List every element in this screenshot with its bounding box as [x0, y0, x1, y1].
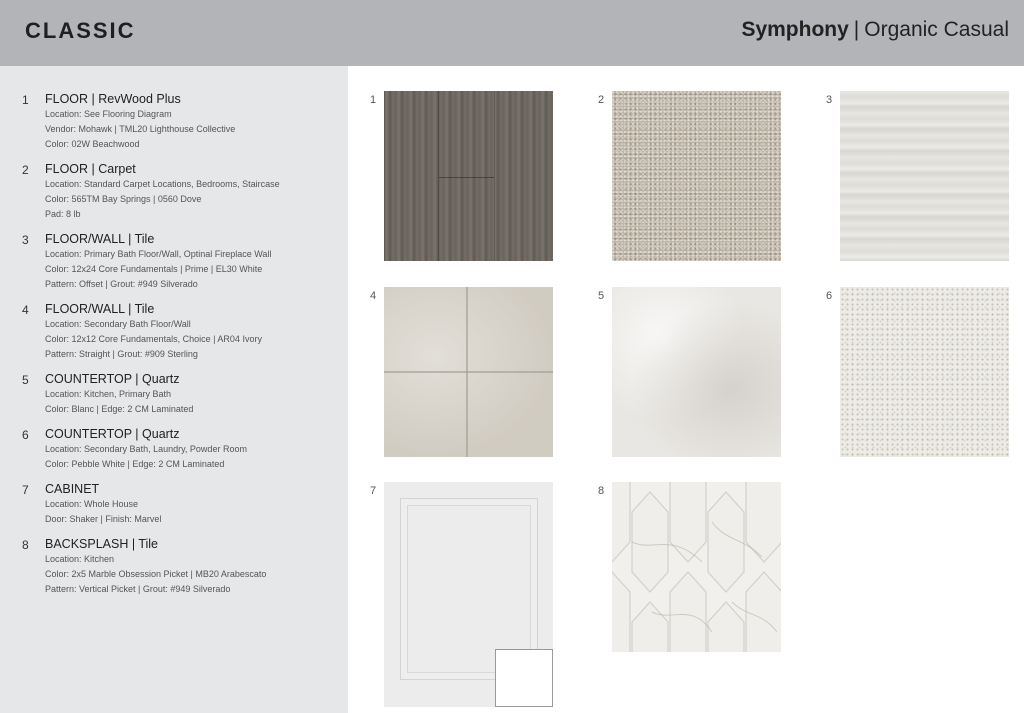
swatch-wood-floor [384, 91, 553, 261]
spec-detail: Pattern: Vertical Picket | Grout: #949 Silverado [45, 584, 231, 594]
plank-seam [439, 177, 494, 178]
spec-number: 3 [22, 233, 29, 247]
spec-title: FLOOR/WALL | Tile [45, 232, 155, 246]
spec-detail: Color: 12x24 Core Fundamentals | Prime | EL30 White [45, 264, 263, 274]
spec-detail: Door: Shaker | Finish: Marvel [45, 514, 162, 524]
spec-item-8 [22, 537, 342, 597]
spec-number: 5 [22, 373, 29, 387]
finish-chip [495, 649, 553, 707]
spec-title: FLOOR | Carpet [45, 162, 136, 176]
header-bar [0, 0, 1024, 66]
spec-item-7 [22, 482, 342, 527]
spec-item-1 [22, 92, 342, 152]
swatch-number: 5 [598, 290, 605, 302]
spec-title: FLOOR/WALL | Tile [45, 302, 155, 316]
swatch-number: 1 [370, 94, 377, 106]
spec-number: 4 [22, 303, 29, 317]
spec-number: 8 [22, 538, 29, 552]
spec-detail: Color: Pebble White | Edge: 2 CM Laminated [45, 459, 225, 469]
swatch-number: 6 [826, 290, 833, 302]
spec-detail: Pad: 8 lb [45, 209, 81, 219]
spec-title: COUNTERTOP | Quartz [45, 372, 180, 386]
spec-detail: Color: 02W Beachwood [45, 139, 140, 149]
spec-detail: Color: Blanc | Edge: 2 CM Laminated [45, 404, 194, 414]
spec-detail: Color: 12x12 Core Fundamentals, Choice | AR04 Ivory [45, 334, 262, 344]
swatch-number: 3 [826, 94, 833, 106]
spec-title: CABINET [45, 482, 100, 496]
spec-title: BACKSPLASH | Tile [45, 537, 159, 551]
spec-detail: Location: Secondary Bath Floor/Wall [45, 319, 191, 329]
spec-item-6 [22, 427, 342, 472]
spec-detail: Pattern: Straight | Grout: #909 Sterling [45, 349, 198, 359]
spec-detail: Color: 2x5 Marble Obsession Picket | MB20 Arabescato [45, 569, 267, 579]
collection-style: Organic Casual [864, 18, 1009, 41]
spec-detail: Location: Kitchen, Primary Bath [45, 389, 172, 399]
spec-sidebar [0, 66, 348, 713]
swatch-tile-ivory [384, 287, 553, 457]
collection-title [741, 18, 1009, 42]
spec-detail: Location: Secondary Bath, Laundry, Powder Room [45, 444, 247, 454]
swatch-backsplash [612, 482, 781, 652]
spec-title: FLOOR | RevWood Plus [45, 92, 181, 106]
swatch-number: 8 [598, 485, 605, 497]
spec-item-3 [22, 232, 342, 292]
swatch-cabinet [384, 482, 553, 707]
spec-number: 2 [22, 163, 29, 177]
title-separator: | [853, 18, 860, 41]
swatch-number: 4 [370, 290, 377, 302]
spec-detail: Location: See Flooring Diagram [45, 109, 172, 119]
picket-pattern [612, 482, 781, 652]
spec-detail: Location: Standard Carpet Locations, Bedrooms, Staircase [45, 179, 280, 189]
spec-detail: Vendor: Mohawk | TML20 Lighthouse Collective [45, 124, 236, 134]
spec-detail: Location: Kitchen [45, 554, 115, 564]
spec-title: COUNTERTOP | Quartz [45, 427, 180, 441]
spec-detail: Location: Primary Bath Floor/Wall, Optinal Fireplace Wall [45, 249, 272, 259]
collection-name: Symphony [741, 18, 849, 41]
spec-number: 7 [22, 483, 29, 497]
spec-item-4 [22, 302, 342, 362]
spec-detail: Color: 565TM Bay Springs | 0560 Dove [45, 194, 202, 204]
swatch-quartz-blanc [612, 287, 781, 457]
spec-item-5 [22, 372, 342, 417]
swatch-number: 7 [370, 485, 377, 497]
spec-number: 1 [22, 93, 29, 107]
brand-title: CLASSIC [25, 18, 136, 43]
swatch-carpet [612, 91, 781, 261]
spec-detail: Pattern: Offset | Grout: #949 Silverado [45, 279, 198, 289]
spec-detail: Location: Whole House [45, 499, 139, 509]
swatch-number: 2 [598, 94, 605, 106]
swatch-quartz-pebble [840, 287, 1009, 457]
spec-item-2 [22, 162, 342, 222]
spec-number: 6 [22, 428, 29, 442]
swatch-tile-white [840, 91, 1009, 261]
